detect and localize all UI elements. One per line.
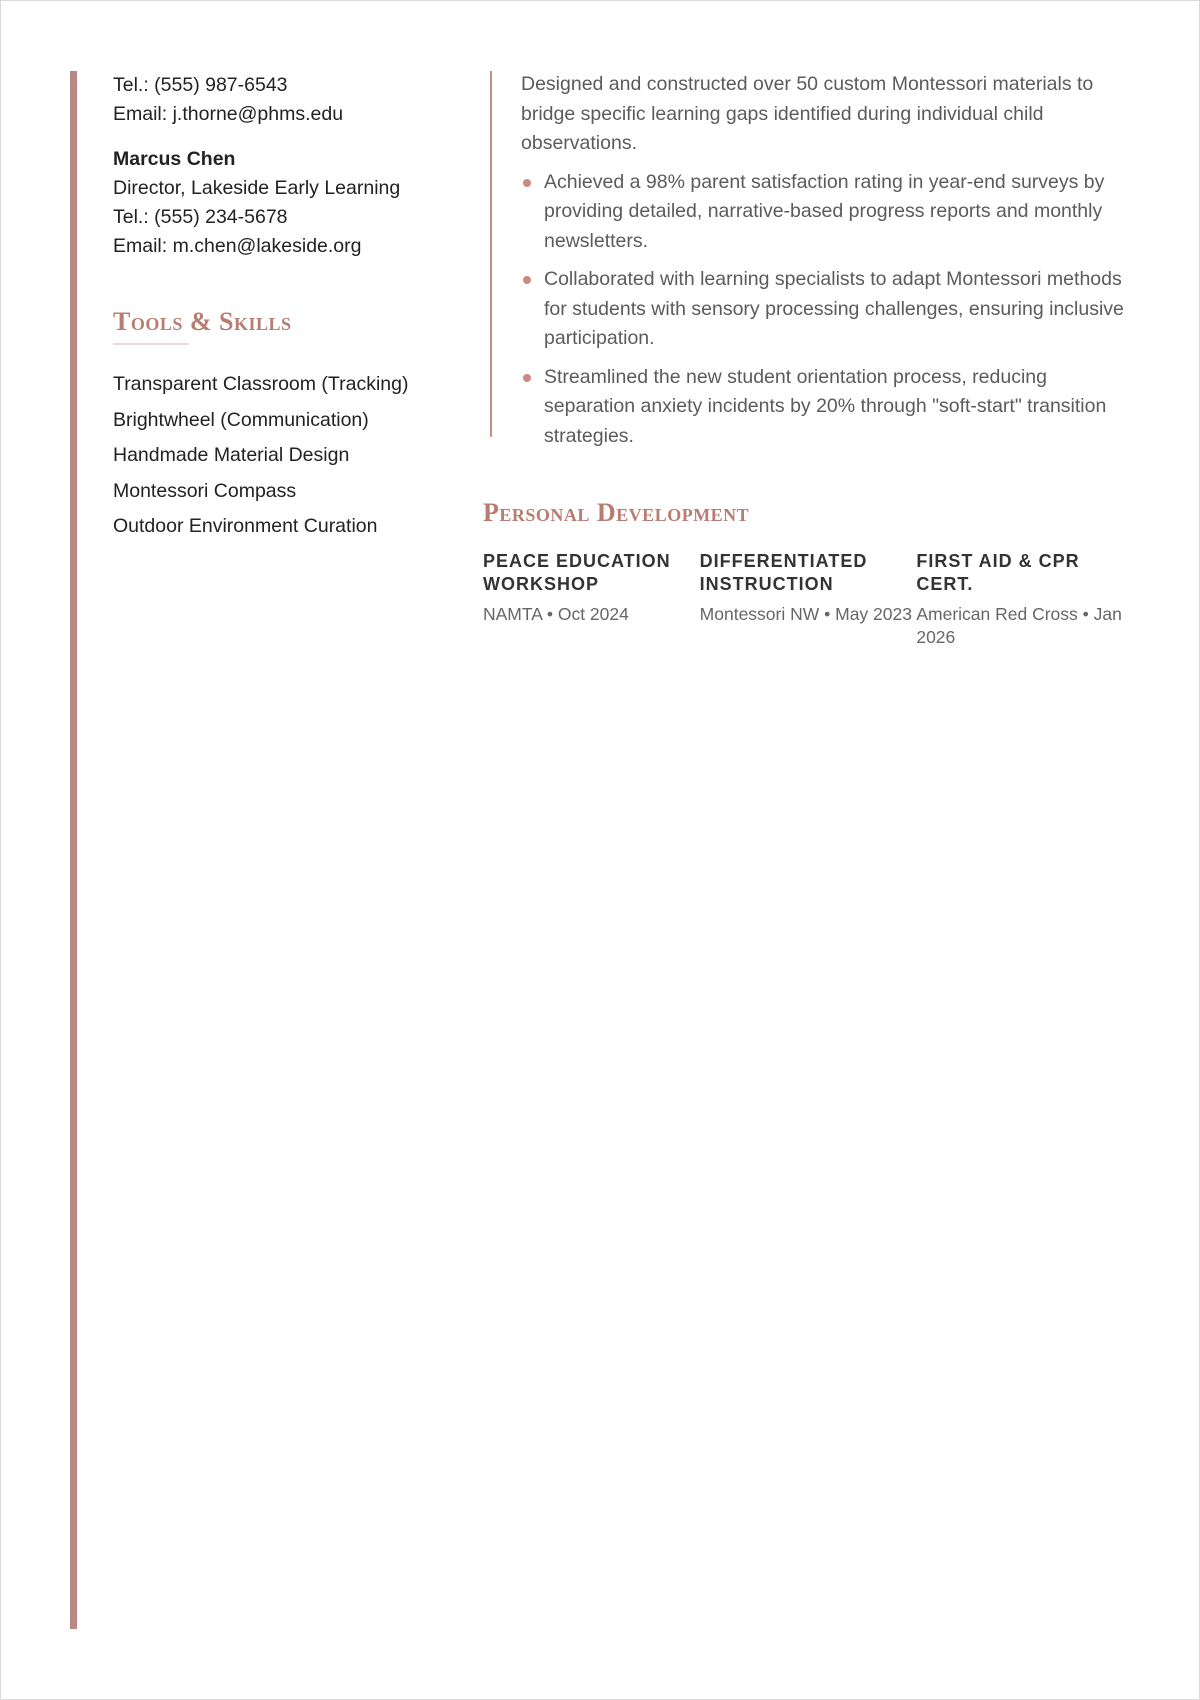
personal-development-heading: Personal Development bbox=[483, 498, 750, 527]
development-item bbox=[700, 550, 917, 648]
reference-block-2 bbox=[113, 145, 453, 261]
left-accent-rule bbox=[70, 71, 77, 1629]
reference-phone: Tel.: (555) 234-5678 bbox=[113, 206, 288, 228]
experience-bullet bbox=[521, 168, 1126, 257]
skill-item: Handmade Material Design bbox=[113, 444, 350, 466]
experience-bullet bbox=[521, 363, 1126, 452]
development-item bbox=[483, 550, 700, 648]
bullet-dot-icon bbox=[523, 276, 531, 284]
skills-section bbox=[113, 307, 453, 545]
skill-item: Outdoor Environment Curation bbox=[113, 515, 378, 537]
development-title: PEACE EDUCATION WORKSHOP bbox=[483, 551, 671, 594]
personal-development-grid bbox=[483, 550, 1133, 648]
skills-heading: Tools & Skills bbox=[113, 307, 292, 336]
development-title: DIFFERENTIATED INSTRUCTION bbox=[699, 551, 868, 594]
experience-bullet-text: Streamlined the new student orientation process, reducing separation anxiety incidents by 20% through "soft-start" transition strategies. bbox=[544, 365, 1107, 447]
development-meta: American Red Cross • Jan 2026 bbox=[916, 604, 1122, 647]
reference-phone: Tel.: (555) 987-6543 bbox=[113, 74, 288, 96]
reference-title: Director, Lakeside Early Learning bbox=[113, 177, 401, 199]
reference-name: Marcus Chen bbox=[113, 148, 236, 170]
bullet-dot-icon bbox=[523, 374, 531, 382]
reference-block-1 bbox=[113, 71, 453, 129]
experience-bullet bbox=[521, 265, 1126, 354]
skill-item: Transparent Classroom (Tracking) bbox=[113, 373, 409, 395]
reference-email: Email: m.chen@lakeside.org bbox=[113, 235, 362, 257]
skills-heading-underline bbox=[113, 343, 189, 345]
experience-bullets bbox=[521, 168, 1126, 452]
development-title: FIRST AID & CPR CERT. bbox=[916, 551, 1080, 594]
personal-development-section bbox=[483, 498, 1133, 648]
skill-item: Brightwheel (Communication) bbox=[113, 408, 369, 431]
experience-intro: Designed and constructed over 50 custom Montessori materials to bridge specific learning gaps identified during individual child observations. bbox=[521, 73, 1094, 154]
skill-item: Montessori Compass bbox=[113, 479, 297, 502]
experience-details bbox=[521, 70, 1126, 460]
experience-bullet-text: Collaborated with learning specialists to adapt Montessori methods for students with sensory processing challenges, ensuring inclusive participation. bbox=[544, 268, 1124, 349]
development-item bbox=[916, 550, 1133, 648]
development-meta: Montessori NW • May 2023 bbox=[699, 604, 912, 624]
experience-accent-rule bbox=[490, 71, 492, 437]
skills-list bbox=[113, 367, 453, 545]
reference-email: Email: j.thorne@phms.edu bbox=[113, 103, 344, 125]
left-column bbox=[113, 71, 453, 545]
development-meta: NAMTA • Oct 2024 bbox=[483, 604, 629, 624]
experience-bullet-text: Achieved a 98% parent satisfaction rating in year-end surveys by providing detailed, narrative-based progress reports and monthly newsletters. bbox=[544, 170, 1105, 252]
bullet-dot-icon bbox=[523, 179, 531, 187]
